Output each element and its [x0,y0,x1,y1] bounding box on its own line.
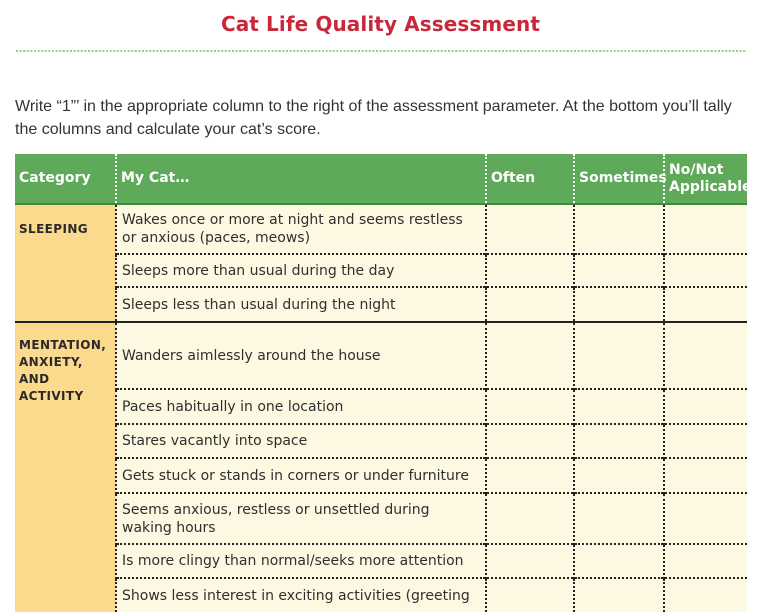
page-title: Cat Life Quality Assessment [220,12,541,36]
assessment-item: Sleeps less than usual during the night [116,287,486,322]
table-row [15,544,747,578]
assessment-item: Gets stuck or stands in corners or under furniture [116,458,486,493]
assessment-item: Wakes once or more at night and seems restless or anxious (paces, meows) [116,204,486,254]
table-row [15,254,747,287]
table-row [15,204,747,254]
score-cell-not-applicable[interactable] [664,544,747,578]
table-body [15,204,747,612]
score-cell-sometimes[interactable] [574,544,664,578]
score-cell-sometimes[interactable] [574,493,664,544]
instructions-text: Write “1”’ in the appropriate column to the right of the assessment parameter. At the bottom you’ll tally the columns and calculate your cat’s score. [15,98,732,138]
assessment-item: Paces habitually in one location [116,389,486,424]
score-cell-often[interactable] [486,458,574,493]
score-cell-sometimes[interactable] [574,578,664,612]
score-cell-not-applicable[interactable] [664,287,747,322]
score-cell-not-applicable[interactable] [664,458,747,493]
score-cell-often[interactable] [486,287,574,322]
score-cell-often[interactable] [486,204,574,254]
score-cell-often[interactable] [486,544,574,578]
category-label: MENTATION, ANXIETY, AND ACTIVITY [15,322,116,612]
assessment-item: Wanders aimlessly around the house [116,322,486,389]
assessment-item: Seems anxious, restless or unsettled during waking hours [116,493,486,544]
assessment-item: Is more clingy than normal/seeks more attention [116,544,486,578]
score-cell-not-applicable[interactable] [664,322,747,389]
score-cell-often[interactable] [486,254,574,287]
score-cell-not-applicable[interactable] [664,578,747,612]
score-cell-sometimes[interactable] [574,204,664,254]
title-divider [16,49,747,53]
column-header-my-cat: My Cat… [116,154,486,204]
table-row [15,493,747,544]
score-cell-often[interactable] [486,322,574,389]
table-row [15,389,747,424]
score-cell-not-applicable[interactable] [664,254,747,287]
table-row [15,322,747,389]
score-cell-sometimes[interactable] [574,424,664,458]
score-cell-often[interactable] [486,424,574,458]
score-cell-sometimes[interactable] [574,322,664,389]
table-row [15,578,747,612]
table-header-row [15,154,747,204]
score-cell-sometimes[interactable] [574,458,664,493]
column-header-category: Category [15,154,116,204]
score-cell-not-applicable[interactable] [664,204,747,254]
table-row [15,458,747,493]
score-cell-often[interactable] [486,389,574,424]
score-cell-not-applicable[interactable] [664,389,747,424]
assessment-item: Sleeps more than usual during the day [116,254,486,287]
score-cell-sometimes[interactable] [574,254,664,287]
column-header-sometimes: Sometimes [574,154,664,204]
column-header-often: Often [486,154,574,204]
score-cell-not-applicable[interactable] [664,493,747,544]
assessment-item: Stares vacantly into space [116,424,486,458]
score-cell-sometimes[interactable] [574,287,664,322]
score-cell-often[interactable] [486,493,574,544]
assessment-table [15,154,752,612]
score-cell-often[interactable] [486,578,574,612]
table-row [15,424,747,458]
category-label: SLEEPING [15,204,116,322]
assessment-item: Shows less interest in exciting activities (greeting [116,578,486,612]
table-row [15,287,747,322]
score-cell-sometimes[interactable] [574,389,664,424]
column-header-not-applicable: No/Not Applicable [664,154,747,204]
score-cell-not-applicable[interactable] [664,424,747,458]
